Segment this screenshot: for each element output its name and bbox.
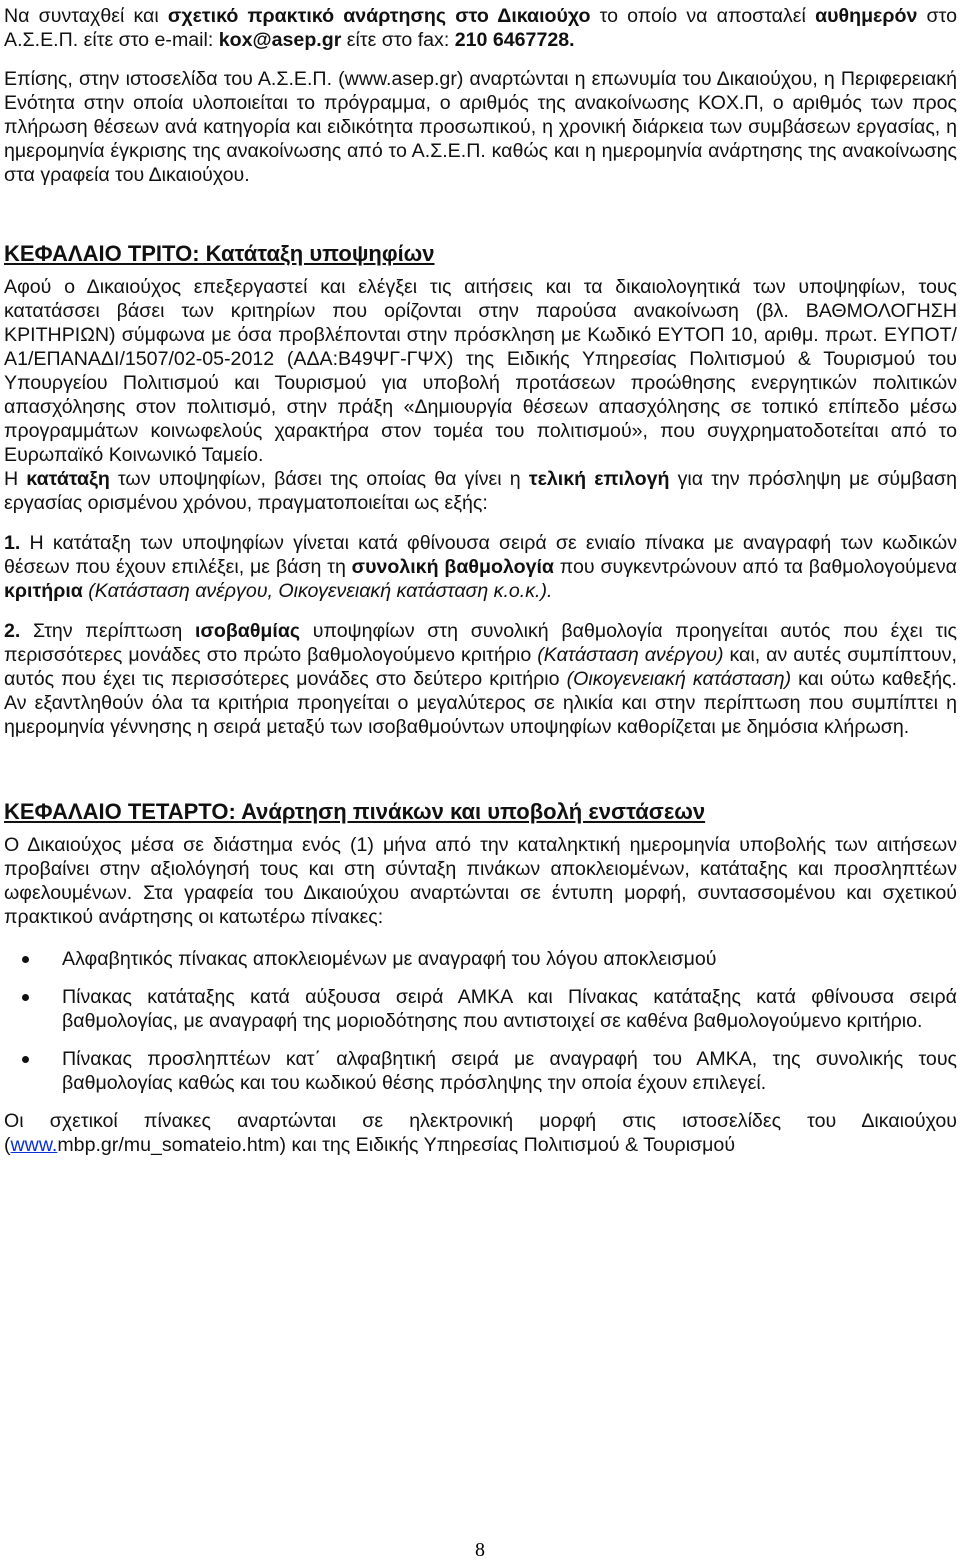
text-run: και ούτω καθεξής. Αν εξαντληθούν όλα τα κριτήρια προηγείται ο μεγαλύτερος σε ηλικία και στην περίπτωση που συμπίπτει η ημερομηνία γέννησης η σειρά μεταξύ των ισοβαθμούντων υποψηφίων καθορίζεται με δημόσια κλήρωση. (4, 668, 957, 738)
chapter-4-paragraph-2 (4, 1109, 957, 1157)
page-number: 8 (475, 1539, 485, 1561)
text-run: (Κατάσταση ανέργου) (537, 644, 724, 666)
text-run: (Οικογενειακή κατάσταση) (566, 668, 792, 690)
text-run: 210 6467728. (454, 29, 575, 51)
intro-paragraph-2: Επίσης, στην ιστοσελίδα του Α.Σ.Ε.Π. (www.asep.gr) αναρτώνται η επωνυμία του Δικαιούχου, η Περιφερειακή Ενότητα στην οποία υλοποιείται το πρόγραμμα, ο αριθμός της ανακοίνωσης ΚΟΧ.Π, ο αριθμός των προς πλήρωση θέσεων ανά κατηγορία και ειδικότητα προσωπικού, η χρονική διάρκεια των συμβάσεων εργασίας, η ημερομηνία έγκρισης της ανακοίνωσης από το Α.Σ.Ε.Π. καθώς και η ημερομηνία ανάρτησης της ανακοίνωσης στα γραφεία του Δικαιούχου. (4, 68, 957, 186)
text-run: στο Α.Σ.Ε.Π. είτε στο e-mail: (4, 5, 957, 51)
chapter-4-title: ΚΕΦΑΛΑΙΟ ΤΕΤΑΡΤΟ: Ανάρτηση πινάκων και υποβολή ενστάσεων (4, 799, 706, 824)
websites-text-before: Οι σχετικοί πίνακες αναρτώνται σε ηλεκτρονική μορφή στις ιστοσελίδες του Δικαιούχου ( (4, 1110, 957, 1156)
chapter-3-title: ΚΕΦΑΛΑΙΟ ΤΡΙΤΟ: Κατάταξη υποψηφίων (4, 241, 435, 266)
text-run: Η (4, 468, 27, 490)
chapter-3-paragraph-2 (4, 467, 957, 515)
website-link[interactable]: www. (10, 1134, 58, 1156)
chapter-4-paragraph-1: Ο Δικαιούχος μέσα σε διάστημα ενός (1) μήνα από την καταληκτική ημερομηνία υποβολής των αιτήσεων προβαίνει στην αξιολόγησή τους και στη σύνταξη πινάκων αποκλειομένων, κατάταξης και προσληπτέων ωφελουμένων. Στα γραφεία του Δικαιούχου αναρτώνται σε έντυπη μορφή, συντασσομένου και σχετικού πρακτικού ανάρτησης οι κατωτέρω πίνακες: (4, 834, 957, 928)
text-run: υποψηφίων στη συνολική βαθμολογία προηγείται αυτός που έχει τις περισσότερες μονάδες στο πρώτο βαθμολογούμενο κριτήριο (4, 620, 957, 666)
text-run: κριτήρια (4, 580, 83, 602)
text-run: 2. (4, 620, 21, 642)
text-run: συνολική βαθμολογία (351, 556, 554, 578)
text-run: είτε στο fax: (341, 29, 455, 51)
list-item-text: Αλφαβητικός πίνακας αποκλειομένων με αναγραφή του λόγου αποκλεισμού (62, 948, 717, 970)
text-run: το οποίο να αποσταλεί (590, 5, 816, 27)
bullet-icon (22, 994, 29, 1001)
text-run: που συγκεντρώνουν από τα βαθμολογούμενα (553, 556, 957, 578)
text-run: κατάταξη (26, 468, 110, 490)
text-run: kox@asep.gr (218, 29, 342, 51)
text-run: Να συνταχθεί και (4, 5, 168, 27)
chapter-3-item-2 (4, 619, 957, 739)
list-item-text: Πίνακας προσληπτέων κατ΄ αλφαβητική σειρά με αναγραφή του ΑΜΚΑ, της συνολικής τους βαθμολογίας καθώς και του κωδικού θέσης πρόσληψης την οποία έχουν επιλεγεί. (62, 1048, 957, 1094)
text-run: Η κατάταξη των υποψηφίων γίνεται κατά φθίνουσα σειρά σε ενιαίο πίνακα με αναγραφή των κωδικών θέσεων που έχουν επιλέξει, με βάση τη (4, 532, 957, 578)
text-run: σχετικό πρακτικό ανάρτησης στο Δικαιούχο (167, 5, 591, 27)
chapter-3-paragraph-1: Αφού ο Δικαιούχος επεξεργαστεί και ελέγξει τις αιτήσεις και τα δικαιολογητικά των υποψηφίων, τους κατατάσσει βάσει των κριτηρίων που ορίζονται στην παρούσα ανακοίνωση (βλ. ΒΑΘΜΟΛΟΓΗΣΗ ΚΡΙΤΗΡΙΩΝ) σύμφωνα με όσα προβλέπονται στην πρόσκληση με Κωδικό ΕΥΤΟΠ 10, αριθμ. πρωτ. ΕΥΠΟΤ/Α1/ΕΠΑΝΑΔΙ/1507/02-05-2012 (ΑΔΑ:Β49ΨΓ-ΓΨΧ) της Ειδικής Υπηρεσίας Πολιτισμού & Τουρισμού του Υπουργείου Πολιτισμού και Τουρισμού για υποβολή προτάσεων προώθησης ενεργητικών πολιτικών απασχόλησης στον πολιτισμό, στην πράξη «Δημιουργία θέσεων απασχόλησης σε τοπικό επίπεδο μέσω προγραμμάτων κοινωφελούς χαρακτήρα στον τομέα του πολιτισμού», που συγχρηματοδοτείται από το Ευρωπαϊκό Κοινωνικό Ταμείο. (4, 276, 957, 466)
tables-list (4, 947, 957, 1095)
chapter-3-item-1 (4, 531, 957, 603)
list-item (4, 947, 957, 971)
bullet-icon (22, 1056, 29, 1063)
text-run: (Κατάσταση ανέργου, Οικογενειακή κατάσταση κ.ο.κ.). (88, 580, 553, 602)
text-run: των υποψηφίων, βάσει της οποίας θα γίνει η (109, 468, 529, 490)
list-item-text: Πίνακας κατάταξης κατά αύξουσα σειρά ΑΜΚΑ και Πίνακας κατάταξης κατά φθίνουσα σειρά βαθμολογίας, με αναγραφή της μοριοδότησης που αντιστοιχεί σε καθένα βαθμολογούμενο κριτήριο. (62, 986, 957, 1032)
text-run: 1. (4, 532, 21, 554)
text-run: τελική επιλογή (528, 468, 670, 490)
websites-text-after: mbp.gr/mu_somateio.htm) και της Ειδικής Υπηρεσίας Πολιτισμού & Τουρισμού (57, 1134, 736, 1156)
text-run: και, αν αυτές συμπίπτουν, αυτός που έχει τις περισσότερες μονάδες στο δεύτερο κριτήριο (4, 644, 957, 690)
text-run: για την πρόσληψη με σύμβαση εργασίας ορισμένου χρόνου, πραγματοποιείται ως εξής: (4, 468, 958, 514)
intro-paragraph-1 (4, 4, 957, 52)
bullet-icon (22, 956, 29, 963)
list-item (4, 985, 957, 1033)
list-item (4, 1047, 957, 1095)
text-run: Στην περίπτωση (20, 620, 195, 642)
text-run: αυθημερόν (815, 5, 918, 27)
text-run: ισοβαθμίας (195, 620, 301, 642)
